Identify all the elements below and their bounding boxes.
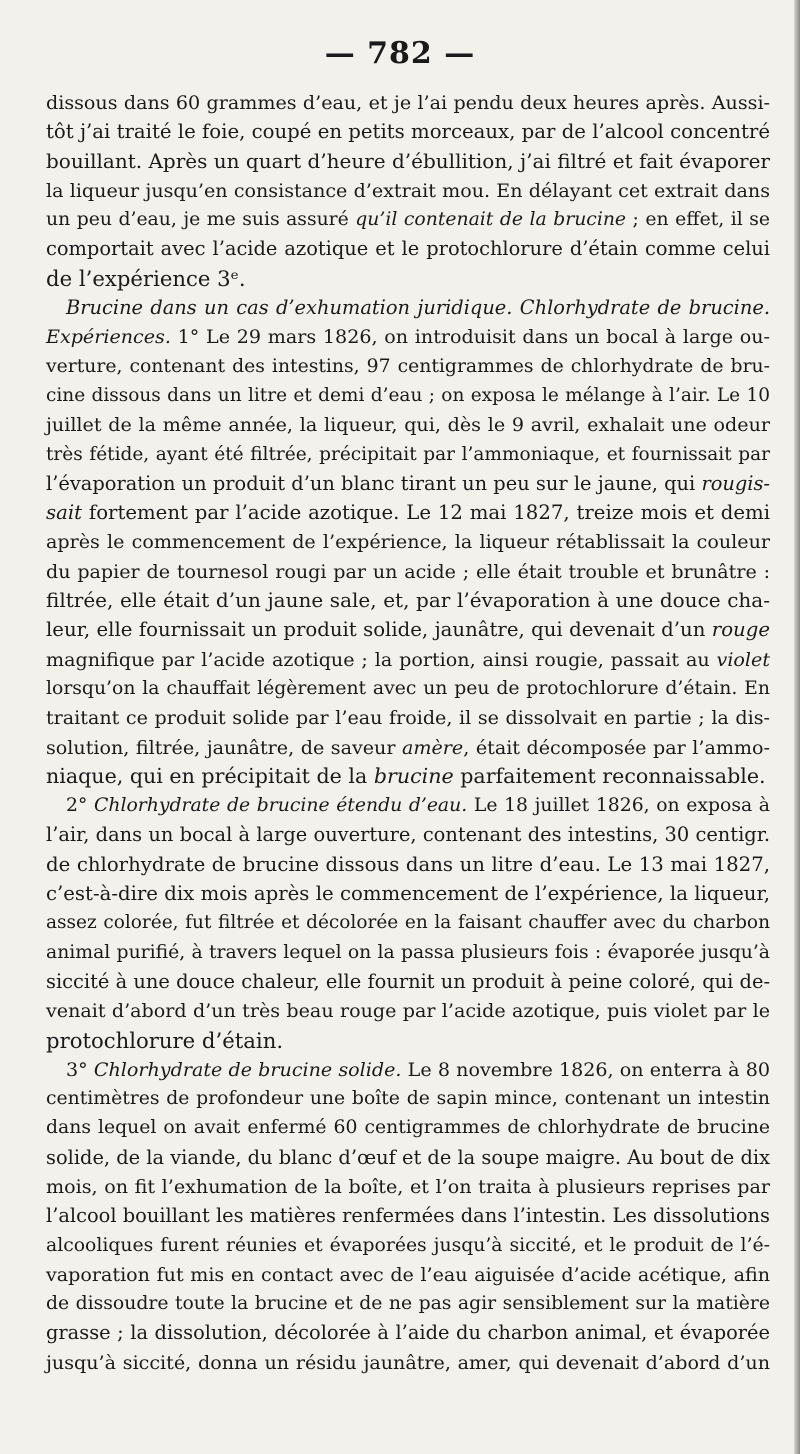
page-edge-shadow bbox=[794, 0, 800, 1454]
text-segment: très fétide, ayant été filtrée, précipitait par l’ammoniaque, et fournissait par bbox=[46, 443, 770, 465]
text-line bbox=[46, 88, 770, 117]
text-segment: la liqueur jusqu’en consistance d’extrait mou. En délayant cet extrait dans bbox=[46, 178, 770, 202]
text-line bbox=[46, 879, 770, 908]
text-line bbox=[46, 440, 770, 469]
text-line bbox=[46, 1231, 770, 1260]
text-segment: assez colorée, fut filtrée et décolorée en la faisant chauffer avec du charbon bbox=[46, 912, 770, 934]
text-segment: comportait avec l’acide azotique et le protochlorure d’étain comme celui bbox=[46, 237, 770, 261]
text-segment: , était décomposée par l’ammo- bbox=[463, 735, 770, 759]
text-segment: jusqu’à siccité, donna un résidu jaunâtre, amer, qui devenait d’abord d’un bbox=[46, 1350, 770, 1374]
text-line bbox=[46, 293, 770, 322]
text-line bbox=[46, 820, 770, 849]
text-segment: du papier de tournesol rougi par un acide ; elle était trouble et brunâtre : bbox=[46, 559, 770, 583]
text-segment: leur, elle fournissait un produit solide, jaunâtre, qui devenait d’un bbox=[46, 618, 712, 642]
text-line bbox=[46, 1289, 770, 1318]
text-line bbox=[46, 1348, 770, 1377]
text-line bbox=[46, 1260, 770, 1289]
text-line bbox=[46, 1026, 770, 1055]
text-segment: 2° bbox=[66, 795, 94, 817]
text-segment: tôt j’ai traité le foie, coupé en petits morceaux, par de l’alcool concentré bbox=[46, 120, 770, 144]
text-segment: traitant ce produit solide par l’eau froide, il se dissolvait en partie ; la dis- bbox=[46, 706, 770, 730]
text-segment: ; en effet, il se bbox=[626, 209, 770, 231]
text-line bbox=[46, 322, 770, 351]
text-line bbox=[46, 264, 770, 293]
text-line bbox=[46, 850, 770, 879]
text-segment: Le 8 novembre 1826, on enterra à 80 bbox=[401, 1057, 770, 1081]
text-line bbox=[46, 586, 770, 615]
italic-segment: Chlorhydrate de brucine solide. bbox=[93, 1057, 402, 1081]
text-segment: dissous dans 60 grammes d’eau, et je l’ai pendu deux heures après. Aussi- bbox=[46, 91, 770, 114]
text-segment: un peu d’eau, je me suis assuré bbox=[46, 209, 356, 231]
text-line bbox=[46, 234, 770, 263]
italic-segment: qu’il contenait de la brucine bbox=[355, 209, 627, 231]
text-line bbox=[46, 733, 770, 762]
text-line bbox=[46, 469, 770, 498]
text-segment: solution, filtrée, jaunâtre, de saveur bbox=[46, 735, 403, 759]
text-segment: 1° Le 29 mars 1826, on introduisit dans un bocal à large ou- bbox=[170, 325, 770, 349]
italic-segment: Expériences. bbox=[46, 325, 171, 349]
text-line bbox=[46, 938, 770, 967]
italic-segment: sait bbox=[46, 501, 83, 525]
text-segment: vaporation fut mis en contact avec de l’eau aiguisée d’acide acétique, afin bbox=[46, 1262, 770, 1286]
text-line bbox=[46, 1084, 770, 1113]
text-segment: venait d’abord d’un très beau rouge par l’acide azotique, puis violet par le bbox=[46, 999, 770, 1023]
text-line bbox=[46, 1055, 770, 1084]
text-line bbox=[46, 996, 770, 1025]
text-line bbox=[46, 674, 770, 703]
text-segment: de l’expérience 3ᵉ. bbox=[46, 265, 246, 291]
text-segment: de chlorhydrate de brucine dissous dans un litre d’eau. Le 13 mai 1827, bbox=[46, 852, 770, 876]
page-number: — 782 — bbox=[324, 36, 476, 71]
text-line bbox=[46, 967, 770, 996]
italic-segment: amère bbox=[402, 735, 464, 759]
text-segment: centimètres de profondeur une boîte de sapin mince, contenant un intestin bbox=[46, 1088, 770, 1110]
text-segment: dans lequel on avait enfermé 60 centigrammes de chlorhydrate de brucine bbox=[46, 1117, 770, 1139]
text-line bbox=[46, 557, 770, 586]
text-line bbox=[46, 1172, 770, 1201]
text-segment: de dissoudre toute la brucine et de ne pas agir sensiblement sur la matière bbox=[46, 1293, 770, 1315]
text-segment: verture, contenant des intestins, 97 centigrammes de chlorhydrate de bru- bbox=[46, 355, 770, 377]
text-line bbox=[46, 791, 770, 820]
text-line bbox=[46, 645, 770, 674]
text-segment: lorsqu’on la chauffait légèrement avec un peu de protochlorure d’étain. En bbox=[46, 677, 770, 699]
text-segment: cine dissous dans un litre et demi d’eau ; on exposa le mélange à l’air. Le 10 bbox=[46, 384, 770, 406]
text-line bbox=[46, 176, 770, 205]
text-segment: 3° bbox=[66, 1057, 94, 1081]
text-segment: l’évaporation un produit d’un blanc tirant un peu sur le jaune, qui bbox=[46, 471, 702, 495]
italic-segment: rougis- bbox=[701, 471, 770, 495]
text-segment: juillet de la même année, la liqueur, qui, dès le 9 avril, exhalait une odeur bbox=[46, 413, 770, 437]
text-segment: Le 18 juillet 1826, on exposa à bbox=[467, 795, 770, 817]
text-segment: l’alcool bouillant les matières renfermées dans l’intestin. Les dissolutions bbox=[46, 1204, 770, 1228]
text-segment: filtrée, elle était d’un jaune sale, et, par l’évaporation à une douce cha- bbox=[46, 588, 770, 613]
text-line bbox=[46, 527, 770, 556]
text-line bbox=[46, 703, 770, 732]
text-line bbox=[46, 117, 770, 146]
text-segment: l’air, dans un bocal à large ouverture, contenant des intestins, 30 centigr. bbox=[46, 823, 770, 847]
text-segment: fortement par l’acide azotique. Le 12 mai 1827, treize mois et demi bbox=[82, 501, 770, 525]
text-line bbox=[46, 1113, 770, 1142]
text-line bbox=[46, 615, 770, 644]
text-line bbox=[46, 352, 770, 381]
text-segment: siccité à une douce chaleur, elle fournit un produit à peine coloré, qui de- bbox=[46, 969, 770, 993]
text-segment: magnifique par l’acide azotique ; la portion, ainsi rougie, passait au bbox=[46, 647, 717, 671]
body-text bbox=[46, 88, 770, 1377]
text-line bbox=[46, 147, 770, 176]
text-segment: mois, on fit l’exhumation de la boîte, et l’on traita à plusieurs reprises par bbox=[46, 1174, 770, 1198]
italic-segment: violet bbox=[716, 647, 770, 671]
text-segment: c’est-à-dire dix mois après le commencement de l’expérience, la liqueur, bbox=[46, 882, 770, 906]
text-line bbox=[46, 762, 770, 791]
italic-segment: brucine bbox=[373, 763, 454, 788]
text-segment: solide, de la viande, du blanc d’œuf et de la soupe maigre. Au bout de dix bbox=[46, 1145, 770, 1169]
text-segment: animal purifié, à travers lequel on la passa plusieurs fois : évaporée jusqu’à bbox=[46, 941, 770, 963]
italic-segment: Chlorhydrate de brucine étendu d’eau. bbox=[93, 795, 468, 817]
text-line bbox=[46, 498, 770, 527]
text-line bbox=[46, 381, 770, 410]
text-segment: après le commencement de l’expérience, la liqueur rétablissait la couleur bbox=[46, 530, 770, 554]
text-line bbox=[46, 1318, 770, 1347]
text-line bbox=[46, 1201, 770, 1230]
text-segment: alcooliques furent réunies et évaporées jusqu’à siccité, et le produit de l’é- bbox=[46, 1234, 770, 1256]
italic-segment: rouge bbox=[711, 618, 770, 642]
text-segment: bouillant. Après un quart d’heure d’ébullition, j’ai filtré et fait évaporer bbox=[46, 148, 770, 173]
text-line bbox=[46, 1143, 770, 1172]
text-line bbox=[46, 410, 770, 439]
text-segment: niaque, qui en précipitait de la bbox=[46, 763, 374, 788]
text-segment: protochlorure d’étain. bbox=[46, 1027, 284, 1053]
italic-segment: Brucine dans un cas d’exhumation juridique. Chlorhydrate de brucine. bbox=[66, 296, 770, 320]
text-segment: parfaitement reconnaissable. bbox=[453, 763, 766, 788]
text-segment: grasse ; la dissolution, décolorée à l’aide du charbon animal, et évaporée bbox=[46, 1321, 770, 1345]
text-line bbox=[46, 205, 770, 234]
text-line bbox=[46, 908, 770, 937]
